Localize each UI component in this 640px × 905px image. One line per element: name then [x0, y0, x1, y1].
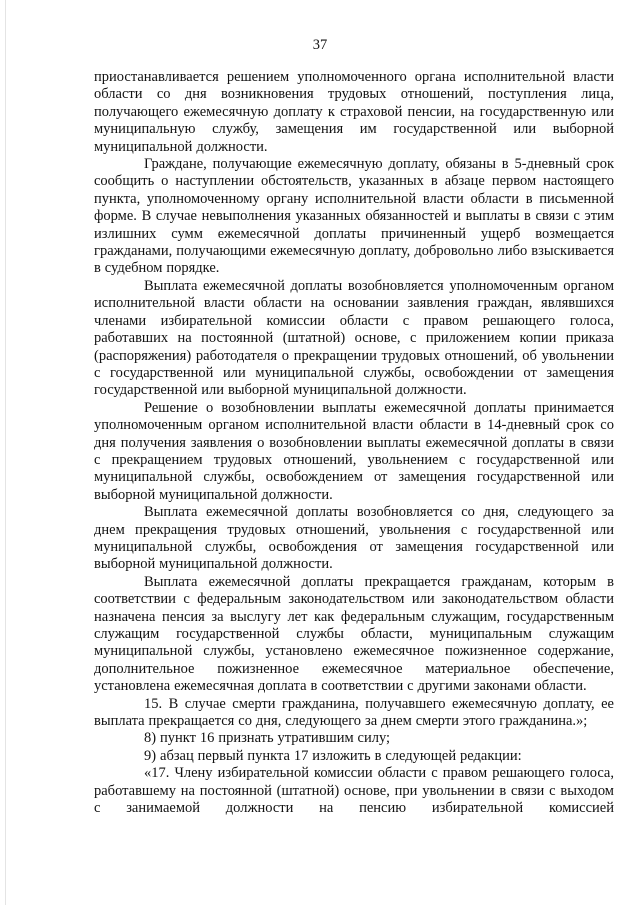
- paragraph-clause-15: 15. В случае смерти гражданина, получавшего ежемесячную доплату, ее выплата прекращается со дня, следующего за днем смерти этого гражданина.»;: [94, 695, 614, 730]
- paragraph-citizens-obligation: Граждане, получающие ежемесячную доплату, обязаны в 5-дневный срок сообщить о наступлении обстоятельств, указанных в абзаце первом настоящего пункта, уполномоченному органу исполнительной власти области в письменной форме. В случае невыполнения указанных обязанностей и выплаты в связи с этим излишних сумм ежемесячной доплаты причиненный ущерб возмещается гражданами, получающими ежемесячную доплату, добровольно либо взыскивается в судебном порядке.: [94, 156, 614, 277]
- paragraph-item-8: 8) пункт 16 признать утратившим силу;: [144, 730, 391, 747]
- paragraph-clause-17: «17. Члену избирательной комиссии области с правом решающего голоса, работавшему на постоянной (штатной) основе, при увольнении в связи с выходом с занимаемой должности на пенсию избирательной комиссией: [94, 765, 614, 817]
- page-number: 37: [312, 37, 328, 53]
- paragraph-payment-termination: Выплата ежемесячной доплаты прекращается гражданам, которым в соответствии с федеральным законодательством или законодательством области назначена пенсия за выслугу лет как федеральным служащим, государственным служащим государственной службы области, муниципальным служащим муниципальной службы, установлено ежемесячное пожизненное содержание, дополнительное пожизненное ежемесячное материальное обеспечение, установлена ежемесячная доплата в соответствии с другими законами области.: [94, 573, 614, 695]
- scan-margin-line: [5, 0, 6, 905]
- paragraph-resumption-decision: Решение о возобновлении выплаты ежемесячной доплаты принимается уполномоченным органом исполнительной власти области в 14-дневный срок со дня получения заявления о возобновлении выплаты ежемесячной доплаты в связи с прекращением трудовых отношений, увольнением с государственной или муниципальной службы, освобождением от замещения государственной или выборной муниципальной должности.: [94, 399, 614, 503]
- paragraph-suspension-decision: приостанавливается решением уполномоченного органа исполнительной власти области со дня возникновения трудовых отношений, поступления лица, получающего ежемесячную доплату к страховой пенсии, на государственную или муниципальную службу, замещения им государственной или выборной муниципальной должности.: [94, 69, 614, 155]
- paragraph-resumption-date: Выплата ежемесячной доплаты возобновляется со дня, следующего за днем прекращения трудовых отношений, увольнения с государственной или муниципальной службы, освобождения от замещения государственной или выборной муниципальной должности.: [94, 504, 614, 573]
- paragraph-item-9: 9) абзац первый пункта 17 изложить в следующей редакции:: [144, 747, 522, 764]
- paragraph-payment-resumption: Выплата ежемесячной доплаты возобновляется уполномоченным органом исполнительной власти области на основании заявления граждан, являвшихся членами избирательной комиссии области с правом решающего голоса, работавших на постоянной (штатной) основе, с приложением копии приказа (распоряжения) работодателя о прекращении трудовых отношений, об увольнении с государственной или муниципальной службы, освобождении от замещения государственной или выборной муниципальной должности.: [94, 277, 614, 399]
- document-body: [94, 69, 614, 817]
